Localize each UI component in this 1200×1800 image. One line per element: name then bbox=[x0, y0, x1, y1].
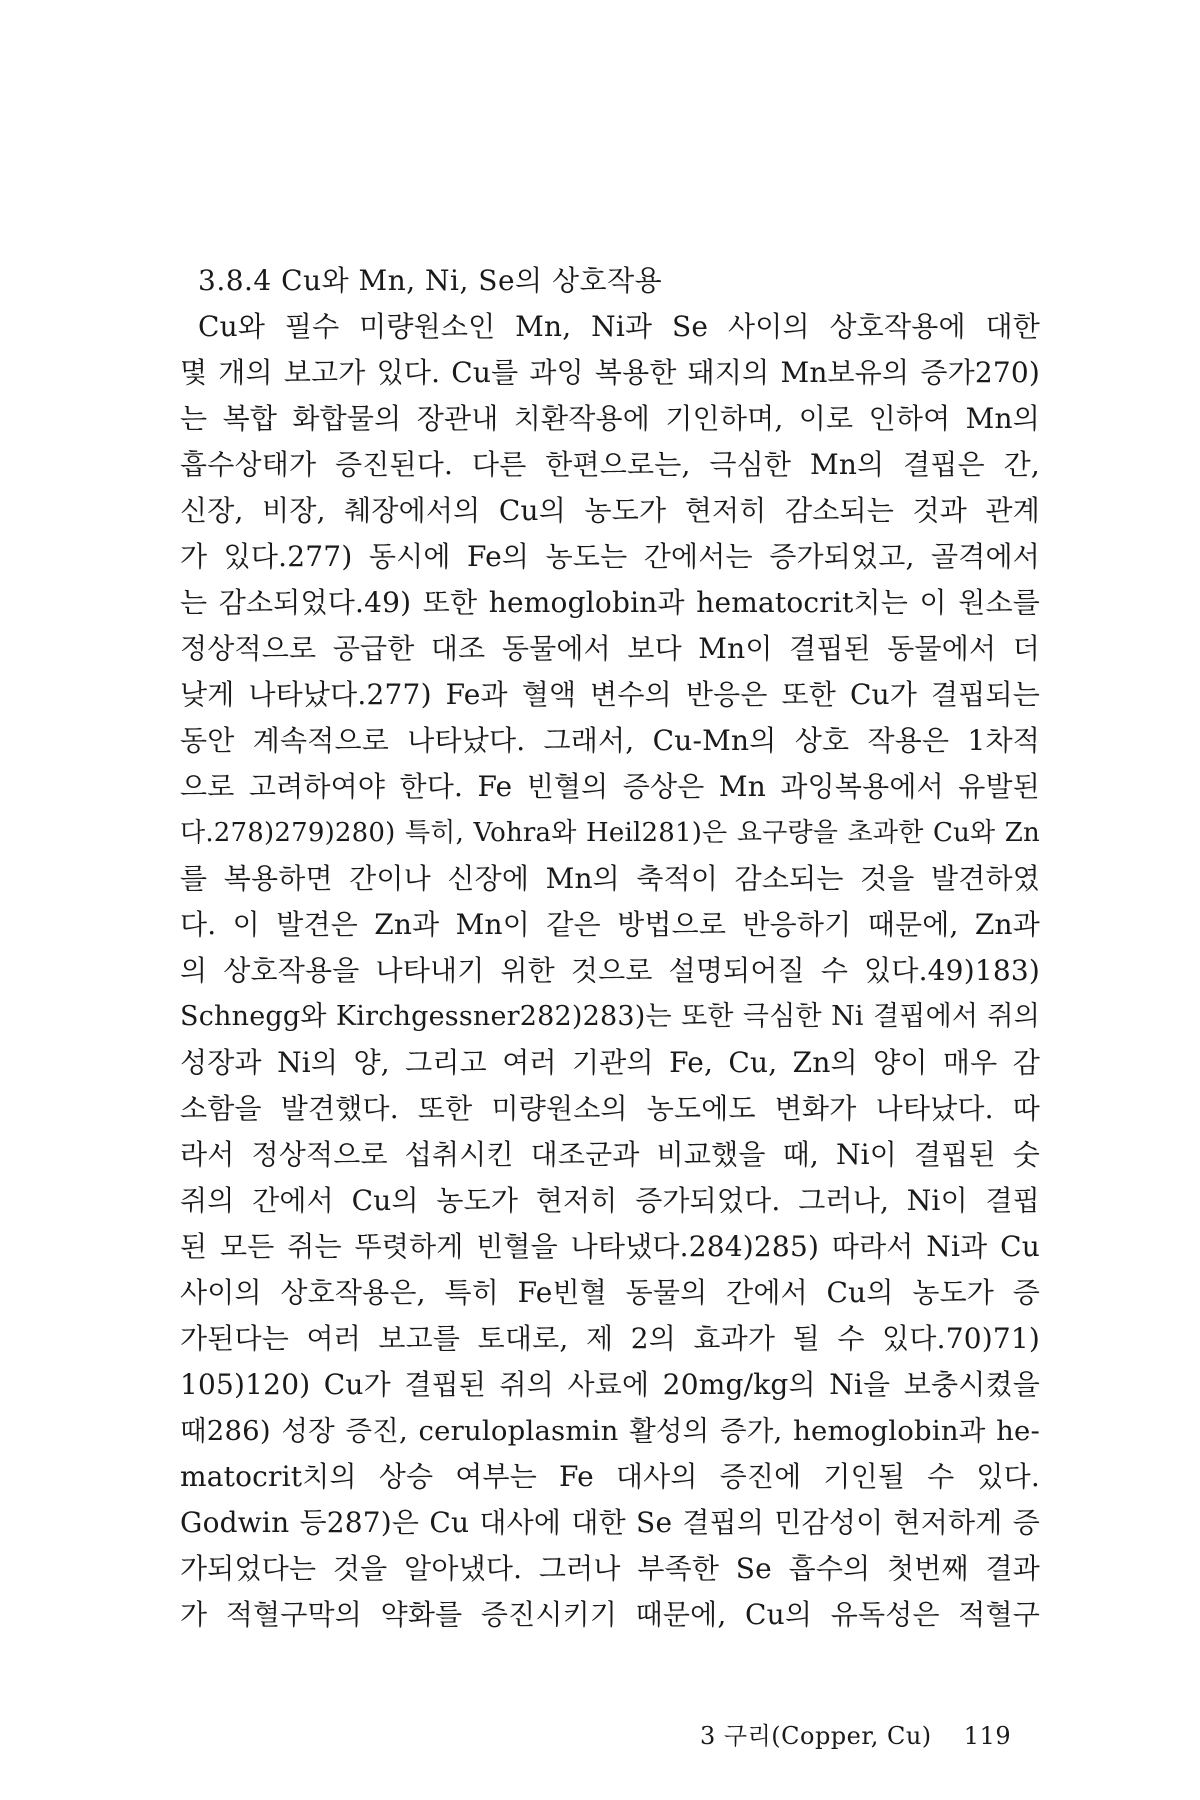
page-footer bbox=[700, 1716, 1011, 1751]
body-line: 의 상호작용을 나타내기 위한 것으로 설명되어질 수 있다.49)183) bbox=[180, 954, 1040, 987]
body-line: 된 모든 쥐는 뚜렷하게 빈혈을 나타냈다.284)285) 따라서 Ni과 Cu bbox=[180, 1230, 1040, 1263]
body-line: 를 복용하면 간이나 신장에 Mn의 축적이 감소되는 것을 발견하였 bbox=[180, 862, 1040, 895]
body-line: 소함을 발견했다. 또한 미량원소의 농도에도 변화가 나타났다. 따 bbox=[180, 1092, 1040, 1125]
body-line: matocrit치의 상승 여부는 Fe 대사의 증진에 기인될 수 있다. bbox=[180, 1460, 1040, 1493]
body-line: 으로 고려하여야 한다. Fe 빈혈의 증상은 Mn 과잉복용에서 유발된 bbox=[180, 770, 1040, 803]
body-line: 가 적혈구막의 약화를 증진시키기 때문에, Cu의 유독성은 적혈구 bbox=[180, 1598, 1040, 1631]
body-line: 때286) 성장 증진, ceruloplasmin 활성의 증가, hemoglobin과 he- bbox=[180, 1415, 1040, 1447]
body-line: 가된다는 여러 보고를 토대로, 제 2의 효과가 될 수 있다.70)71) bbox=[180, 1322, 1040, 1355]
running-head: 3 구리(Copper, Cu) bbox=[700, 1722, 932, 1750]
body-line: 몇 개의 보고가 있다. Cu를 과잉 복용한 돼지의 Mn보유의 증가270) bbox=[180, 356, 1040, 389]
body-line: 105)120) Cu가 결핍된 쥐의 사료에 20mg/kg의 Ni을 보충시켰을 bbox=[180, 1368, 1040, 1401]
body-line: 정상적으로 공급한 대조 동물에서 보다 Mn이 결핍된 동물에서 더 bbox=[180, 632, 1040, 665]
body-line: 사이의 상호작용은, 특히 Fe빈혈 동물의 간에서 Cu의 농도가 증 bbox=[180, 1276, 1040, 1309]
body-line: 낮게 나타났다.277) Fe과 혈액 변수의 반응은 또한 Cu가 결핍되는 bbox=[180, 678, 1040, 711]
body-line: 동안 계속적으로 나타났다. 그래서, Cu-Mn의 상호 작용은 1차적 bbox=[180, 724, 1040, 757]
body-line: 신장, 비장, 췌장에서의 Cu의 농도가 현저히 감소되는 것과 관계 bbox=[180, 494, 1040, 527]
page-number: 119 bbox=[963, 1722, 1012, 1750]
body-line: 다. 이 발견은 Zn과 Mn이 같은 방법으로 반응하기 때문에, Zn과 bbox=[180, 908, 1040, 941]
body-line: 라서 정상적으로 섭취시킨 대조군과 비교했을 때, Ni이 결핍된 숫 bbox=[180, 1138, 1040, 1171]
body-line: Cu와 필수 미량원소인 Mn, Ni과 Se 사이의 상호작용에 대한 bbox=[198, 310, 1040, 343]
body-line: Godwin 등287)은 Cu 대사에 대한 Se 결핍의 민감성이 현저하게 증 bbox=[180, 1506, 1040, 1539]
body-line: 성장과 Ni의 양, 그리고 여러 기관의 Fe, Cu, Zn의 양이 매우 감 bbox=[180, 1046, 1040, 1079]
text-block bbox=[180, 258, 1040, 1638]
body-line: 가되었다는 것을 알아냈다. 그러나 부족한 Se 흡수의 첫번째 결과 bbox=[180, 1552, 1040, 1585]
section-heading: 3.8.4 Cu와 Mn, Ni, Se의 상호작용 bbox=[198, 264, 663, 297]
body-line: 쥐의 간에서 Cu의 농도가 현저히 증가되었다. 그러나, Ni이 결핍 bbox=[180, 1184, 1040, 1217]
body-line: Schnegg와 Kirchgessner282)283)는 또한 극심한 Ni 결핍에서 쥐의 bbox=[180, 1001, 1040, 1032]
body-line: 가 있다.277) 동시에 Fe의 농도는 간에서는 증가되었고, 골격에서 bbox=[180, 540, 1040, 573]
body-line: 는 감소되었다.49) 또한 hemoglobin과 hematocrit치는 이 원소를 bbox=[180, 586, 1040, 619]
body-line: 는 복합 화합물의 장관내 치환작용에 기인하며, 이로 인하여 Mn의 bbox=[180, 402, 1040, 435]
body-line: 흡수상태가 증진된다. 다른 한편으로는, 극심한 Mn의 결핍은 간, bbox=[180, 448, 1040, 481]
body-text bbox=[180, 304, 1040, 1638]
body-line: 다.278)279)280) 특히, Vohra와 Heil281)은 요구량을 초과한 Cu와 Zn bbox=[180, 818, 1040, 848]
